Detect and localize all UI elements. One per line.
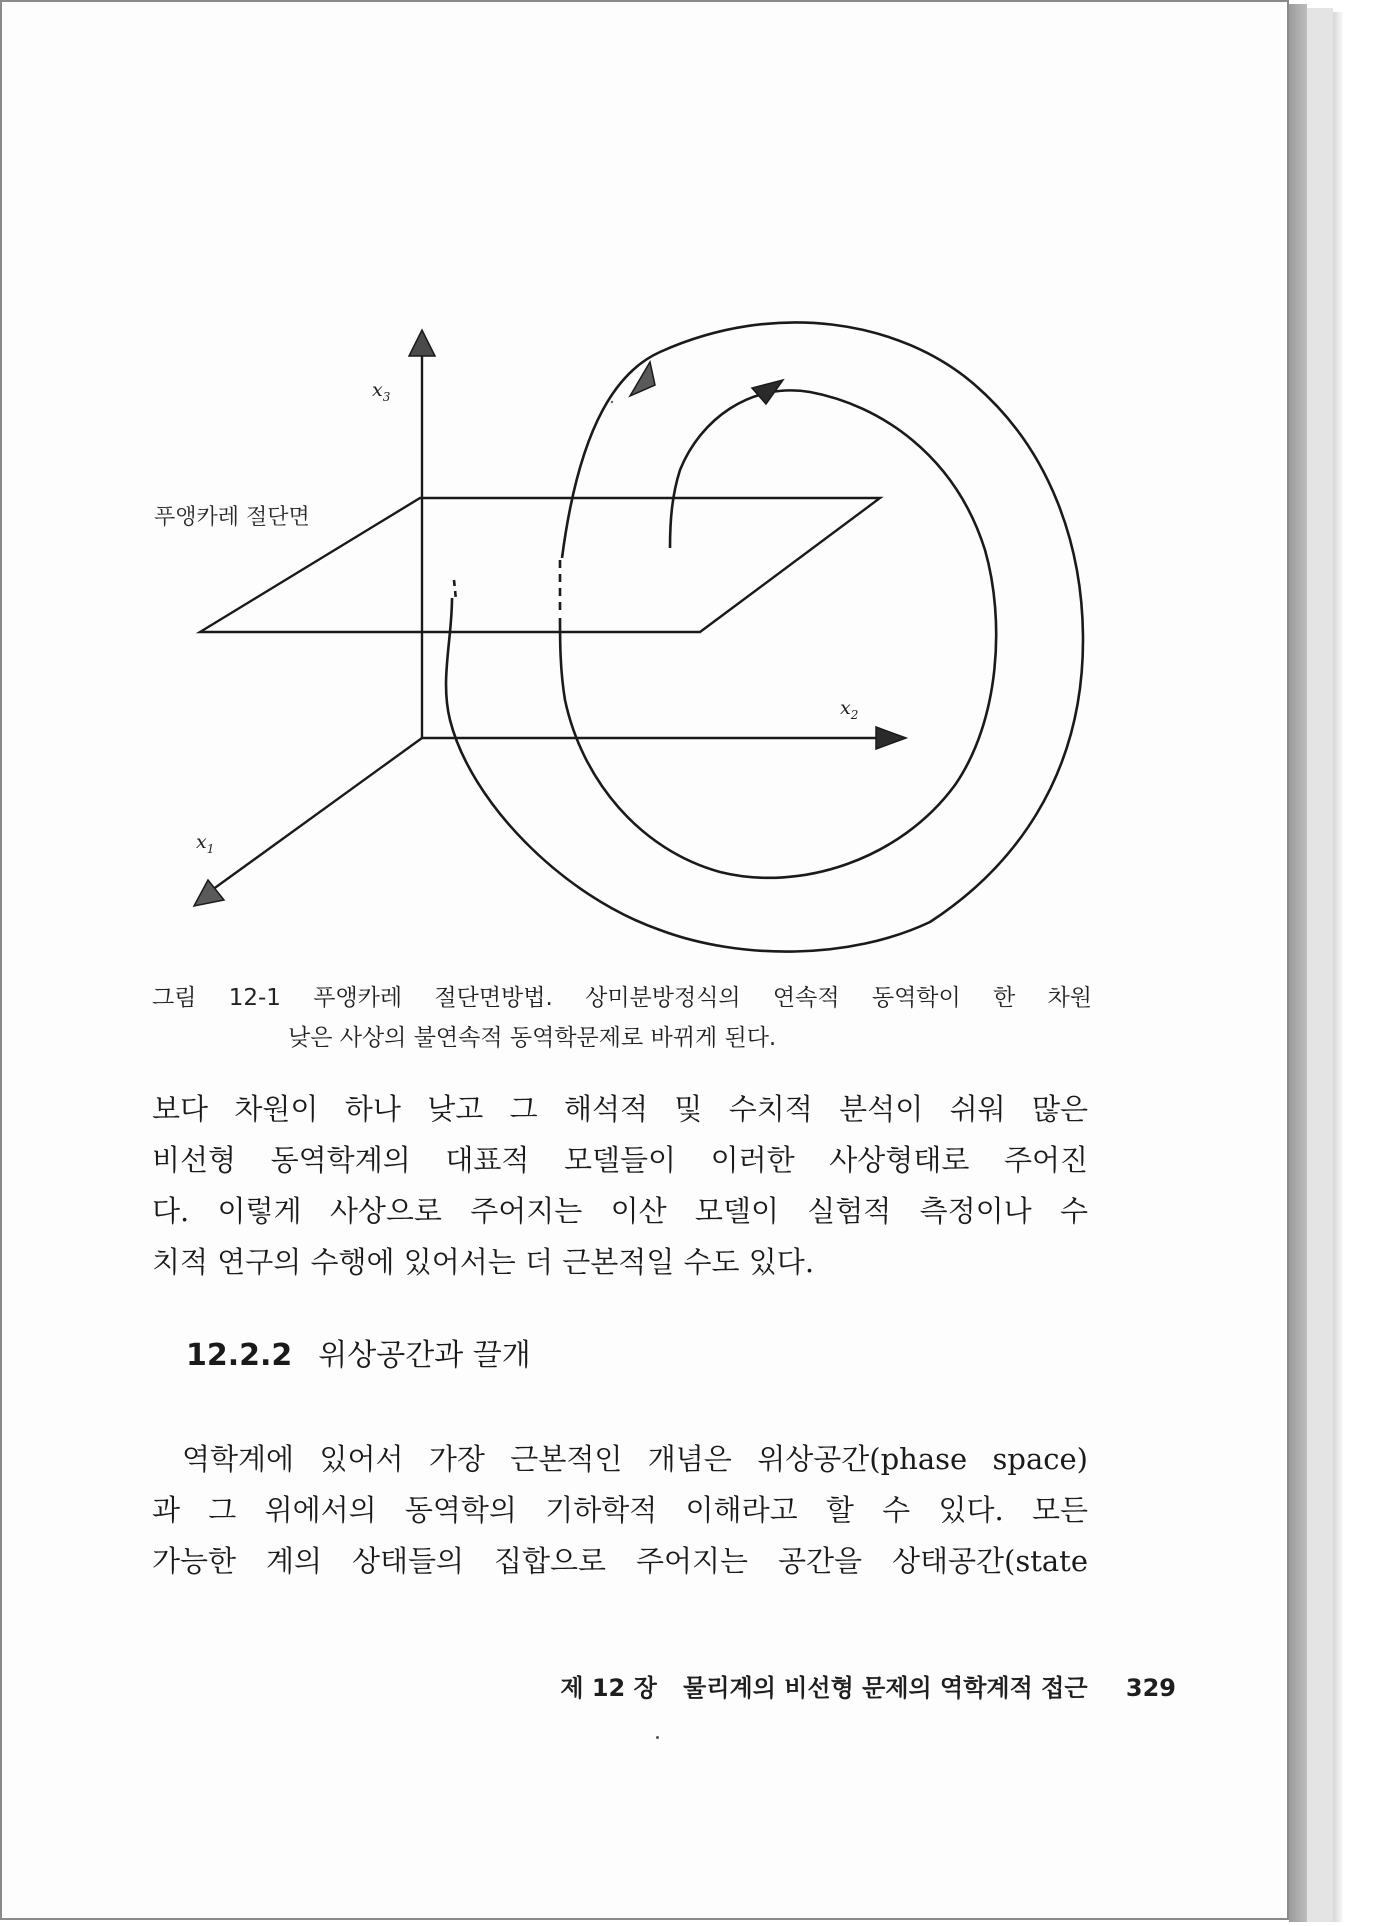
page-edge-shadow bbox=[1333, 12, 1343, 1922]
running-footer bbox=[560, 1668, 1176, 1703]
paragraph-line: 가능한 계의 상태들의 집합으로 주어지는 공간을 상태공간(state bbox=[152, 1544, 1088, 1578]
footer-title: 물리계의 비선형 문제의 역학계적 접근 bbox=[683, 1674, 1088, 1702]
print-speck bbox=[656, 1736, 659, 1739]
page-number: 329 bbox=[1125, 1674, 1176, 1702]
x2-axis-label: $x_2$ bbox=[840, 697, 859, 722]
paragraph-1 bbox=[152, 1084, 1088, 1288]
trajectory-outer-arrowhead bbox=[630, 362, 655, 396]
paragraph-line: 보다 차원이 하나 낮고 그 해석적 및 수치적 분석이 쉬워 많은 bbox=[152, 1092, 1088, 1126]
x1-axis bbox=[212, 738, 422, 890]
paragraph-line: 치적 연구의 수행에 있어서는 더 근본적일 수도 있다. bbox=[152, 1245, 815, 1279]
x3-axis-label: $x_3$ bbox=[372, 379, 391, 404]
caption-line-1: 그림 12-1 푸앵카레 절단면방법. 상미분방정식의 연속적 동역학이 한 차원 bbox=[152, 985, 1092, 1011]
figure-caption bbox=[152, 978, 1092, 1058]
poincare-plane-label: 푸앵카레 절단면 bbox=[154, 505, 310, 530]
trajectory-inner bbox=[560, 390, 996, 877]
x3-arrowhead bbox=[409, 330, 435, 356]
footer-chapter: 제 12 장 bbox=[560, 1674, 657, 1702]
page-edge-stack bbox=[1307, 8, 1333, 1922]
paragraph-line: 역학계에 있어서 가장 근본적인 개념은 위상공간(phase space) bbox=[182, 1442, 1088, 1476]
section-heading bbox=[186, 1330, 531, 1374]
paragraph-line: 비선형 동역학계의 대표적 모델들이 이러한 사상형태로 주어진 bbox=[152, 1143, 1088, 1177]
paragraph-line: 다. 이렇게 사상으로 주어지는 이산 모델이 실험적 측정이나 수 bbox=[152, 1194, 1088, 1228]
x1-axis-label: $x_1$ bbox=[196, 831, 215, 856]
x2-arrowhead bbox=[876, 727, 906, 749]
section-title: 위상공간과 끌개 bbox=[318, 1338, 531, 1373]
trajectory-outer bbox=[446, 322, 1083, 951]
trajectory-outer-hidden bbox=[454, 580, 456, 600]
section-number: 12.2.2 bbox=[186, 1338, 293, 1373]
paragraph-2 bbox=[152, 1434, 1088, 1587]
paragraph-line: 과 그 위에서의 동역학의 기하학적 이해라고 할 수 있다. 모든 bbox=[152, 1493, 1088, 1527]
caption-line-2: 낮은 사상의 불연속적 동역학문제로 바뀌게 된다. bbox=[288, 1025, 777, 1051]
poincare-section-figure bbox=[0, 0, 1289, 1000]
page-edge bbox=[1289, 4, 1307, 1922]
